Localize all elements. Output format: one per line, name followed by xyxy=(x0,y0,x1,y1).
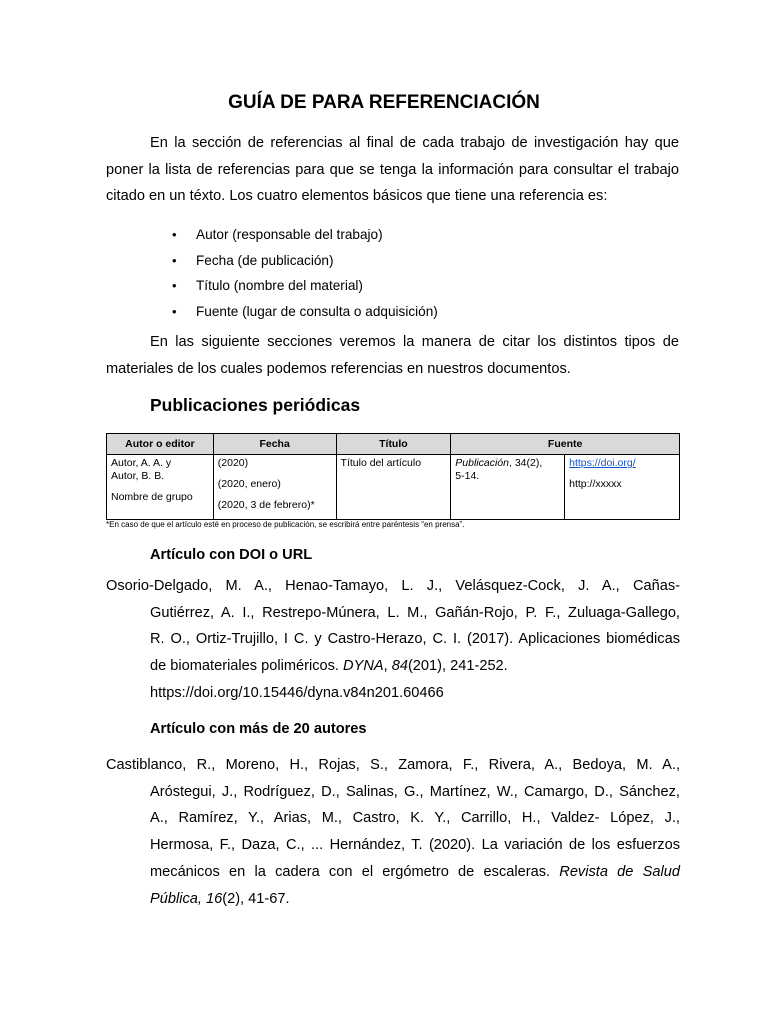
table-header-row xyxy=(107,434,680,455)
bullet-icon: • xyxy=(172,303,177,319)
paragraph-line: En las siguiente secciones veremos la manera de citar los distintos tipos de xyxy=(150,334,679,350)
paragraph-line: materiales de los cuales podemos referencias en nuestros documentos. xyxy=(106,360,571,377)
sections-paragraph xyxy=(106,329,679,382)
author-cell: Autor, A. A. y Autor, B. B. Nombre de grupo xyxy=(107,455,214,520)
intro-paragraph xyxy=(106,130,679,210)
subheading-more-authors: Artículo con más de 20 autores xyxy=(150,721,367,737)
source-publication-cell: Publicación, 34(2), 5-14. xyxy=(451,455,565,520)
source-link-cell xyxy=(565,455,680,520)
reference-entry: Castiblanco, R., Moreno, H., Rojas, S., Zamora, F., Rivera, A., Bedoya, M. A., Aróstegui, J., Rodríguez, D., Salinas, G., Martínez, W., Camargo, D., Sánchez, A., Ramírez, Y., Arias, M., Castro, K. Y., Carrillo, H., Valdez- López, J., Hermosa, F., Daza, C., ... Hernández, T. (2020). La variación de los esfuerzos mecánicos en la cadera con el ergómetro de escaleras. Revista de Salud Pública, 16(2), 41-67. xyxy=(106,757,680,907)
title-cell: Título del artículo xyxy=(336,455,451,520)
intro-line: poner la lista de referencias para que se tenga la información para consultar el trabajo xyxy=(106,161,679,178)
list-item: • Autor (responsable del trabajo) xyxy=(172,222,672,248)
section-heading: Publicaciones periódicas xyxy=(150,395,361,415)
column-header-source: Fuente xyxy=(451,434,680,455)
reference-elements-list xyxy=(172,222,672,324)
column-header-date: Fecha xyxy=(213,434,336,455)
bullet-icon: • xyxy=(172,227,177,242)
doi-link[interactable]: https://doi.org/ xyxy=(569,457,636,469)
reference-format-table xyxy=(106,433,680,520)
table-row xyxy=(107,455,680,520)
list-item: • Título (nombre del material) xyxy=(172,273,672,299)
bullet-icon: • xyxy=(172,252,177,268)
date-cell: (2020) (2020, enero) (2020, 3 de febrero)* xyxy=(213,455,336,520)
column-header-title: Título xyxy=(336,434,451,455)
column-header-author: Autor o editor xyxy=(107,434,214,455)
intro-line: citado en un téxto. Los cuatro elementos básicos que tiene una referencia es: xyxy=(106,188,608,204)
subheading-doi-url: Artículo con DOI o URL xyxy=(150,547,313,563)
table-footnote: *En caso de que el artículo esté en proceso de publicación, se escribirá entre paréntesis “en prensa”. xyxy=(106,520,465,529)
intro-line: En la sección de referencias al final de cada trabajo de investigación hay que xyxy=(150,135,679,151)
list-item: • Fuente (lugar de consulta o adquisición) xyxy=(172,299,672,325)
url-text: http://xxxxx xyxy=(569,478,622,490)
page-title: GUÍA DE PARA REFERENCIACIÓN xyxy=(228,92,540,113)
list-item: • Fecha (de publicación) xyxy=(172,248,672,274)
reference-entry: Osorio-Delgado, M. A., Henao-Tamayo, L. J., Velásquez-Cock, J. A., Cañas- Gutiérrez, A. I., Restrepo-Múnera, L. M., Gañán-Rojo, P. F., Zuluaga-Gallego, R. O., Ortiz-Trujillo, I C. y Castro-Herazo, C. I. (2017). Aplicaciones biomédicas de biomateriales poliméricos. DYNA, 84(201), 241-252. https://doi.org/10.15446/dyna.v84n201.60466 xyxy=(106,573,680,707)
bullet-icon: • xyxy=(172,278,177,293)
doi-link[interactable]: https://doi.org/10.15446/dyna.v84n201.60466 xyxy=(150,684,444,701)
